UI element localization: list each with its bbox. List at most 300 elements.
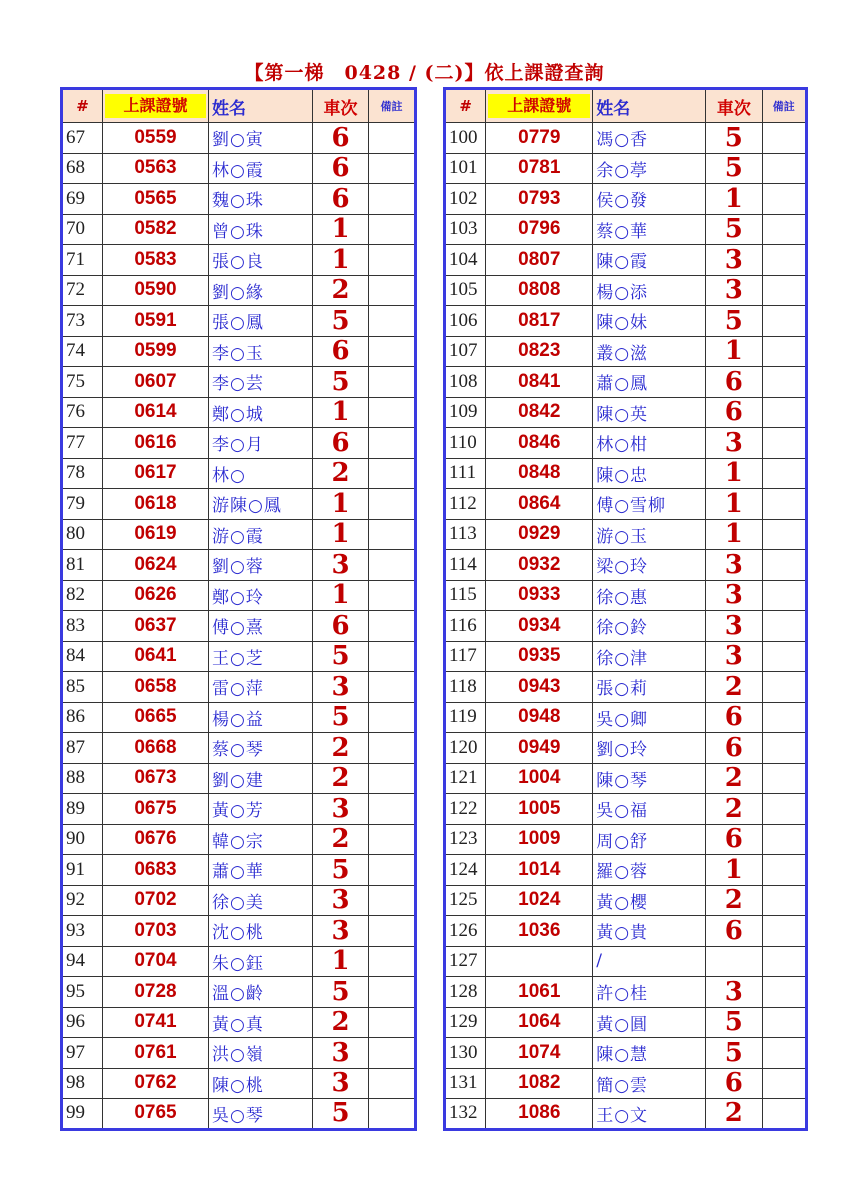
- card-number: 0762: [103, 1068, 209, 1099]
- table-row: [445, 702, 807, 733]
- note-cell: [762, 946, 806, 977]
- note-cell: [369, 946, 416, 977]
- student-name: 周○舒: [593, 824, 706, 855]
- table-row: [445, 855, 807, 886]
- car-number: 3: [313, 672, 369, 703]
- note-cell: [369, 1007, 416, 1038]
- note-cell: [762, 916, 806, 947]
- row-number: 86: [62, 702, 103, 733]
- row-number: 80: [62, 519, 103, 550]
- student-name: 陳○妹: [593, 306, 706, 337]
- student-name: 黃○貴: [593, 916, 706, 947]
- row-number: 123: [445, 824, 486, 855]
- student-name: 張○良: [209, 245, 313, 276]
- card-number: 0582: [103, 214, 209, 245]
- card-number: 0846: [486, 428, 593, 459]
- table-row: [445, 946, 807, 977]
- table-row: [445, 184, 807, 215]
- row-number: 110: [445, 428, 486, 459]
- table-row: [445, 397, 807, 428]
- table-row: [62, 519, 416, 550]
- note-cell: [762, 611, 806, 642]
- table-row: [445, 245, 807, 276]
- card-number: 1061: [486, 977, 593, 1008]
- card-number: 1004: [486, 763, 593, 794]
- table-row: [62, 611, 416, 642]
- table-row: [445, 611, 807, 642]
- table-row: [62, 977, 416, 1008]
- note-cell: [369, 885, 416, 916]
- card-number: 0703: [103, 916, 209, 947]
- car-number: 2: [706, 672, 762, 703]
- table-row: [62, 1038, 416, 1069]
- note-cell: [369, 153, 416, 184]
- student-name: 傅○熹: [209, 611, 313, 642]
- row-number: 92: [62, 885, 103, 916]
- car-number: 6: [706, 916, 762, 947]
- car-number: 3: [313, 1068, 369, 1099]
- table-row: [445, 306, 807, 337]
- card-number: 0793: [486, 184, 593, 215]
- note-cell: [369, 1068, 416, 1099]
- table-row: [445, 489, 807, 520]
- car-number: 1: [313, 214, 369, 245]
- row-number: 72: [62, 275, 103, 306]
- row-number: 102: [445, 184, 486, 215]
- row-number: 83: [62, 611, 103, 642]
- table-row: [445, 275, 807, 306]
- student-name: 洪○嶺: [209, 1038, 313, 1069]
- roster-body-right: [445, 123, 807, 1130]
- car-number: 6: [313, 123, 369, 154]
- table-row: [445, 977, 807, 1008]
- car-number: 5: [313, 855, 369, 886]
- student-name: 林○柑: [593, 428, 706, 459]
- table-row: [62, 306, 416, 337]
- card-number: 0683: [103, 855, 209, 886]
- note-cell: [369, 550, 416, 581]
- card-number: 0616: [103, 428, 209, 459]
- note-cell: [762, 123, 806, 154]
- card-number: 0948: [486, 702, 593, 733]
- card-number: 0949: [486, 733, 593, 764]
- table-row: [62, 641, 416, 672]
- card-number: 1074: [486, 1038, 593, 1069]
- student-name: 劉○寅: [209, 123, 313, 154]
- card-number: 0614: [103, 397, 209, 428]
- card-number: 1036: [486, 916, 593, 947]
- row-number: 127: [445, 946, 486, 977]
- student-name: 傅○雪柳: [593, 489, 706, 520]
- note-cell: [762, 855, 806, 886]
- header-car: 車次: [313, 89, 369, 123]
- row-number: 115: [445, 580, 486, 611]
- car-number: 6: [706, 733, 762, 764]
- car-number: 2: [313, 275, 369, 306]
- note-cell: [762, 763, 806, 794]
- table-row: [62, 336, 416, 367]
- note-cell: [369, 489, 416, 520]
- card-number: 1014: [486, 855, 593, 886]
- car-number: 1: [706, 489, 762, 520]
- header-card-number-label: 上課證號: [105, 94, 206, 118]
- note-cell: [369, 855, 416, 886]
- note-cell: [762, 1038, 806, 1069]
- note-cell: [762, 153, 806, 184]
- student-name: 張○莉: [593, 672, 706, 703]
- table-row: [445, 763, 807, 794]
- note-cell: [369, 733, 416, 764]
- note-cell: [762, 275, 806, 306]
- car-number: 5: [313, 1099, 369, 1130]
- student-name: 李○月: [209, 428, 313, 459]
- row-number: 104: [445, 245, 486, 276]
- student-name: 蕭○華: [209, 855, 313, 886]
- row-number: 129: [445, 1007, 486, 1038]
- car-number: 5: [313, 306, 369, 337]
- student-name: 劉○建: [209, 763, 313, 794]
- table-row: [62, 824, 416, 855]
- car-number: 3: [706, 428, 762, 459]
- card-number: 0591: [103, 306, 209, 337]
- table-row: [62, 1068, 416, 1099]
- student-name: 黃○芳: [209, 794, 313, 825]
- row-number: 75: [62, 367, 103, 398]
- table-row: [62, 946, 416, 977]
- row-number: 77: [62, 428, 103, 459]
- car-number: 5: [706, 214, 762, 245]
- table-row: [445, 367, 807, 398]
- row-number: 108: [445, 367, 486, 398]
- car-number: 2: [706, 763, 762, 794]
- car-number: 5: [706, 153, 762, 184]
- card-number: 0599: [103, 336, 209, 367]
- row-number: 109: [445, 397, 486, 428]
- row-number: 130: [445, 1038, 486, 1069]
- car-number: 1: [706, 519, 762, 550]
- card-number: 0676: [103, 824, 209, 855]
- student-name: 余○葶: [593, 153, 706, 184]
- note-cell: [762, 184, 806, 215]
- car-number: 3: [313, 550, 369, 581]
- header-name: 姓名: [593, 89, 706, 123]
- student-name: 羅○蓉: [593, 855, 706, 886]
- row-number: 93: [62, 916, 103, 947]
- table-row: [445, 458, 807, 489]
- card-number: 0702: [103, 885, 209, 916]
- table-row: [445, 672, 807, 703]
- row-number: 118: [445, 672, 486, 703]
- table-row: [62, 153, 416, 184]
- note-cell: [762, 367, 806, 398]
- note-cell: [369, 428, 416, 459]
- card-number: 1064: [486, 1007, 593, 1038]
- student-name: 徐○津: [593, 641, 706, 672]
- header-number: #: [445, 89, 486, 123]
- row-number: 124: [445, 855, 486, 886]
- car-number: 1: [313, 519, 369, 550]
- student-name: 叢○滋: [593, 336, 706, 367]
- note-cell: [369, 916, 416, 947]
- table-row: [62, 367, 416, 398]
- student-name: 雷○萍: [209, 672, 313, 703]
- car-number: 5: [313, 367, 369, 398]
- note-cell: [762, 885, 806, 916]
- row-number: 98: [62, 1068, 103, 1099]
- header-name: 姓名: [209, 89, 313, 123]
- card-number: 0563: [103, 153, 209, 184]
- header-note: 備註: [762, 89, 806, 123]
- note-cell: [369, 1099, 416, 1130]
- table-row: [445, 885, 807, 916]
- car-number: 6: [706, 824, 762, 855]
- card-number: 0590: [103, 275, 209, 306]
- card-number: 0728: [103, 977, 209, 1008]
- table-row: [62, 672, 416, 703]
- row-number: 125: [445, 885, 486, 916]
- card-number: 1024: [486, 885, 593, 916]
- table-row: [445, 153, 807, 184]
- note-cell: [762, 1099, 806, 1130]
- car-number: 6: [706, 1068, 762, 1099]
- page-title: 【第一梯 0428 / (二)】依上課證查詢: [244, 62, 605, 84]
- car-number: 6: [706, 367, 762, 398]
- roster-table-left: [60, 87, 417, 1131]
- header-number: #: [62, 89, 103, 123]
- student-name: 吳○福: [593, 794, 706, 825]
- card-number: 0658: [103, 672, 209, 703]
- header-card-number: [103, 89, 209, 123]
- student-name: 陳○琴: [593, 763, 706, 794]
- table-row: [445, 733, 807, 764]
- car-number: 3: [706, 611, 762, 642]
- car-number: 2: [313, 824, 369, 855]
- card-number: [486, 946, 593, 977]
- row-number: 101: [445, 153, 486, 184]
- car-number: 3: [706, 275, 762, 306]
- row-number: 99: [62, 1099, 103, 1130]
- car-number: 2: [313, 458, 369, 489]
- card-number: 0781: [486, 153, 593, 184]
- header-note: 備註: [369, 89, 416, 123]
- row-number: 68: [62, 153, 103, 184]
- table-row: [62, 214, 416, 245]
- student-name: 劉○玲: [593, 733, 706, 764]
- note-cell: [369, 306, 416, 337]
- row-number: 100: [445, 123, 486, 154]
- row-number: 73: [62, 306, 103, 337]
- note-cell: [369, 672, 416, 703]
- row-number: 84: [62, 641, 103, 672]
- row-number: 79: [62, 489, 103, 520]
- card-number: 1005: [486, 794, 593, 825]
- note-cell: [369, 123, 416, 154]
- card-number: 1009: [486, 824, 593, 855]
- row-number: 120: [445, 733, 486, 764]
- student-name: 韓○宗: [209, 824, 313, 855]
- table-row: [445, 916, 807, 947]
- table-row: [62, 458, 416, 489]
- student-name: 陳○霞: [593, 245, 706, 276]
- student-name: 朱○鈺: [209, 946, 313, 977]
- row-number: 113: [445, 519, 486, 550]
- row-number: 103: [445, 214, 486, 245]
- student-name: 簡○雲: [593, 1068, 706, 1099]
- note-cell: [762, 458, 806, 489]
- header-card-number: [486, 89, 593, 123]
- car-number: 1: [313, 946, 369, 977]
- card-number: 0848: [486, 458, 593, 489]
- student-name: 黃○圓: [593, 1007, 706, 1038]
- card-number: 0624: [103, 550, 209, 581]
- student-name: 鄭○城: [209, 397, 313, 428]
- student-name: 黃○真: [209, 1007, 313, 1038]
- car-number: 5: [706, 306, 762, 337]
- row-number: 76: [62, 397, 103, 428]
- card-number: 0617: [103, 458, 209, 489]
- note-cell: [369, 824, 416, 855]
- note-cell: [369, 184, 416, 215]
- row-number: 88: [62, 763, 103, 794]
- row-number: 121: [445, 763, 486, 794]
- student-name: 陳○忠: [593, 458, 706, 489]
- car-number: [706, 946, 762, 977]
- student-name: 游陳○鳳: [209, 489, 313, 520]
- student-name: 蔡○琴: [209, 733, 313, 764]
- note-cell: [369, 214, 416, 245]
- car-number: 3: [313, 1038, 369, 1069]
- table-row: [62, 916, 416, 947]
- table-row: [62, 794, 416, 825]
- note-cell: [762, 306, 806, 337]
- car-number: 5: [706, 1038, 762, 1069]
- note-cell: [369, 519, 416, 550]
- row-number: 78: [62, 458, 103, 489]
- student-name: 徐○美: [209, 885, 313, 916]
- car-number: 1: [706, 336, 762, 367]
- row-number: 114: [445, 550, 486, 581]
- card-number: 0641: [103, 641, 209, 672]
- note-cell: [762, 824, 806, 855]
- table-row: [445, 1038, 807, 1069]
- row-number: 105: [445, 275, 486, 306]
- student-name: 許○桂: [593, 977, 706, 1008]
- student-name: 游○玉: [593, 519, 706, 550]
- car-number: 6: [313, 336, 369, 367]
- card-number: 0704: [103, 946, 209, 977]
- student-name: 梁○玲: [593, 550, 706, 581]
- row-number: 96: [62, 1007, 103, 1038]
- table-row: [445, 1007, 807, 1038]
- student-name: 劉○蓉: [209, 550, 313, 581]
- table-row: [62, 580, 416, 611]
- note-cell: [762, 977, 806, 1008]
- table-row: [445, 214, 807, 245]
- student-name: 李○玉: [209, 336, 313, 367]
- note-cell: [762, 397, 806, 428]
- card-number: 0779: [486, 123, 593, 154]
- student-name: 馮○香: [593, 123, 706, 154]
- student-name: 曾○珠: [209, 214, 313, 245]
- note-cell: [762, 580, 806, 611]
- note-cell: [369, 367, 416, 398]
- table-row: [445, 580, 807, 611]
- row-number: 97: [62, 1038, 103, 1069]
- note-cell: [762, 641, 806, 672]
- row-number: 119: [445, 702, 486, 733]
- table-row: [62, 885, 416, 916]
- student-name: 魏○珠: [209, 184, 313, 215]
- row-number: 111: [445, 458, 486, 489]
- car-number: 5: [313, 641, 369, 672]
- student-name: 林○霞: [209, 153, 313, 184]
- card-number: 1086: [486, 1099, 593, 1130]
- car-number: 5: [313, 977, 369, 1008]
- card-number: 0765: [103, 1099, 209, 1130]
- card-number: 0607: [103, 367, 209, 398]
- note-cell: [369, 763, 416, 794]
- row-number: 90: [62, 824, 103, 855]
- row-number: 117: [445, 641, 486, 672]
- row-number: 85: [62, 672, 103, 703]
- row-number: 116: [445, 611, 486, 642]
- student-name: 王○文: [593, 1099, 706, 1130]
- card-number: 0929: [486, 519, 593, 550]
- student-name: 陳○英: [593, 397, 706, 428]
- row-number: 94: [62, 946, 103, 977]
- card-number: 0935: [486, 641, 593, 672]
- student-name: 黃○櫻: [593, 885, 706, 916]
- student-name: 徐○鈴: [593, 611, 706, 642]
- student-name: 鄭○玲: [209, 580, 313, 611]
- row-number: 131: [445, 1068, 486, 1099]
- note-cell: [369, 702, 416, 733]
- car-number: 1: [313, 245, 369, 276]
- row-number: 132: [445, 1099, 486, 1130]
- car-number: 1: [313, 580, 369, 611]
- header-card-number-label: 上課證號: [488, 94, 590, 118]
- car-number: 6: [706, 397, 762, 428]
- car-number: 3: [706, 550, 762, 581]
- card-number: 0841: [486, 367, 593, 398]
- car-number: 2: [706, 1099, 762, 1130]
- table-row: [445, 123, 807, 154]
- car-number: 2: [706, 885, 762, 916]
- card-number: 0673: [103, 763, 209, 794]
- note-cell: [369, 336, 416, 367]
- car-number: 6: [313, 428, 369, 459]
- table-row: [445, 519, 807, 550]
- note-cell: [762, 702, 806, 733]
- card-number: 0932: [486, 550, 593, 581]
- card-number: 0583: [103, 245, 209, 276]
- row-number: 95: [62, 977, 103, 1008]
- table-row: [445, 550, 807, 581]
- car-number: 2: [706, 794, 762, 825]
- table-row: [445, 1068, 807, 1099]
- student-name: 蔡○華: [593, 214, 706, 245]
- table-row: [445, 1099, 807, 1130]
- student-name: 沈○桃: [209, 916, 313, 947]
- card-number: 0619: [103, 519, 209, 550]
- row-number: 128: [445, 977, 486, 1008]
- note-cell: [762, 489, 806, 520]
- car-number: 3: [313, 794, 369, 825]
- table-row: [62, 123, 416, 154]
- card-number: 0559: [103, 123, 209, 154]
- car-number: 6: [313, 153, 369, 184]
- note-cell: [369, 397, 416, 428]
